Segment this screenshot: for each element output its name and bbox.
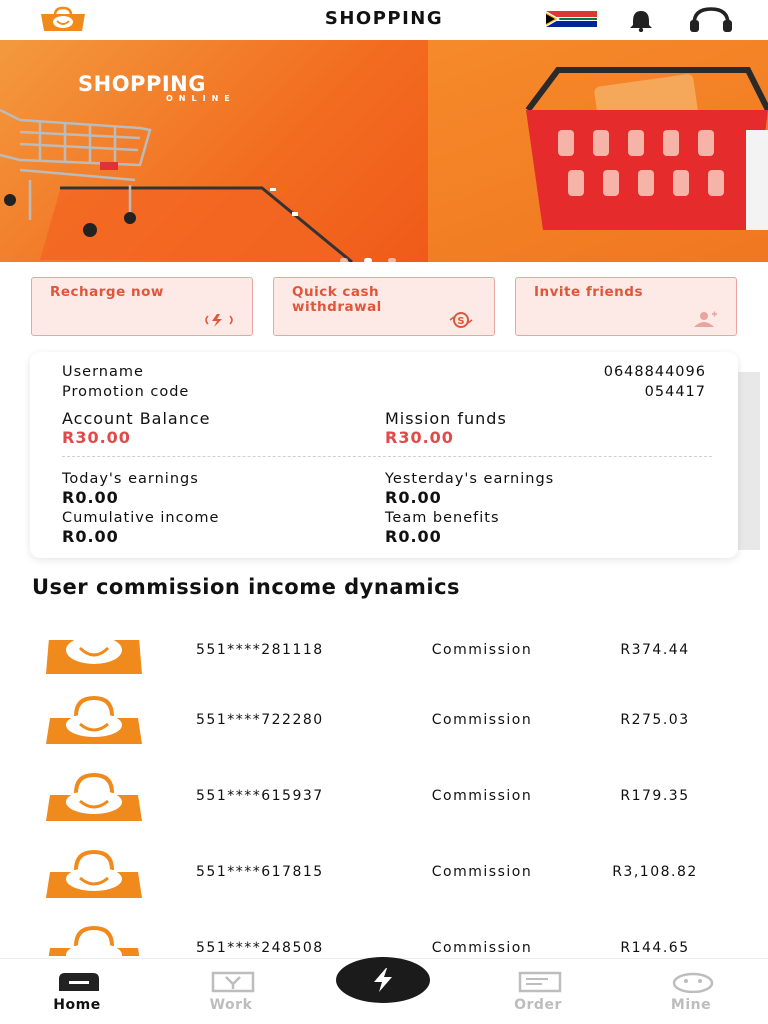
yesterday-earnings-value: R0.00 [385, 488, 442, 507]
commission-type: Commission [431, 788, 533, 804]
recharge-icon [202, 311, 236, 329]
cumulative-income-value: R0.00 [62, 527, 119, 546]
promo-banner-carousel[interactable] [0, 40, 768, 262]
top-header [0, 0, 768, 40]
shopping-bag-icon [46, 924, 142, 956]
home-icon [57, 971, 101, 993]
mine-profile-icon [671, 971, 715, 993]
account-balance-value: R30.00 [62, 428, 131, 447]
commission-type: Commission [431, 864, 533, 880]
svg-text:S: S [457, 316, 465, 327]
section-title: User commission income dynamics [32, 575, 461, 599]
today-earnings-label: Today's earnings [62, 471, 199, 487]
promotion-code-value: 054417 [644, 384, 706, 400]
bottom-navigation [0, 958, 768, 1024]
carousel-dot[interactable] [388, 258, 396, 262]
lightning-bolt-icon [368, 966, 398, 994]
nav-order-label: Order [514, 997, 562, 1013]
nav-home[interactable] [22, 959, 132, 1024]
shopping-bag-icon [46, 694, 142, 766]
list-item [0, 694, 768, 770]
center-action-button[interactable] [336, 957, 430, 1003]
team-benefits-value: R0.00 [385, 527, 442, 546]
account-summary-card [30, 352, 738, 558]
quick-cash-withdrawal-label: Quick cash withdrawal [292, 284, 382, 315]
commission-amount: R374.44 [620, 642, 690, 658]
promotion-code-label: Promotion code [62, 384, 190, 400]
commission-user-id: 551****281118 [196, 642, 324, 658]
card-edge-shadow [738, 372, 760, 550]
commission-amount: R179.35 [620, 788, 690, 804]
banner-title: SHOPPING [78, 72, 206, 96]
list-item [0, 640, 768, 678]
account-balance-label: Account Balance [62, 409, 211, 428]
nav-work[interactable] [176, 959, 286, 1024]
mission-funds-label: Mission funds [385, 409, 507, 428]
shopping-bag-icon [46, 848, 142, 920]
yesterday-earnings-label: Yesterday's earnings [385, 471, 555, 487]
list-item [0, 771, 768, 847]
commission-user-id: 551****248508 [196, 940, 324, 956]
today-earnings-value: R0.00 [62, 488, 119, 507]
commission-list[interactable] [0, 640, 768, 956]
commission-amount: R144.65 [620, 940, 690, 956]
cumulative-income-label: Cumulative income [62, 510, 220, 526]
commission-amount: R3,108.82 [612, 864, 698, 880]
nav-work-label: Work [209, 997, 253, 1013]
recharge-now-label: Recharge now [50, 284, 164, 300]
mission-funds-value: R30.00 [385, 428, 454, 447]
nav-order[interactable] [483, 959, 593, 1024]
shopping-cart-illustration-icon [0, 40, 428, 262]
cash-withdrawal-icon [444, 311, 478, 329]
carousel-dot-active[interactable] [364, 258, 372, 262]
quick-actions [0, 277, 768, 337]
south-africa-flag-icon[interactable] [546, 11, 597, 27]
nav-mine-label: Mine [670, 997, 712, 1013]
banner-slide-left [0, 40, 428, 262]
shopping-bag-icon [46, 640, 142, 674]
nav-home-label: Home [53, 997, 101, 1013]
username-label: Username [62, 364, 144, 380]
shopping-basket-illustration-icon [428, 40, 768, 262]
commission-amount: R275.03 [620, 712, 690, 728]
invite-friends-label: Invite friends [534, 284, 643, 300]
shopping-bag-icon [46, 771, 142, 843]
commission-type: Commission [431, 940, 533, 956]
username-value: 0648844096 [603, 364, 706, 380]
banner-slide-right [428, 40, 768, 262]
app-title: SHOPPING [324, 8, 444, 29]
banner-subtitle: ONLINE [166, 94, 236, 103]
commission-type: Commission [431, 642, 533, 658]
commission-user-id: 551****615937 [196, 788, 324, 804]
invite-friends-button[interactable] [515, 277, 737, 336]
nav-mine[interactable] [636, 959, 746, 1024]
recharge-now-button[interactable] [31, 277, 253, 336]
card-divider [62, 456, 712, 457]
team-benefits-label: Team benefits [385, 510, 500, 526]
commission-user-id: 551****722280 [196, 712, 324, 728]
list-item [0, 848, 768, 924]
work-icon [211, 971, 255, 993]
quick-cash-withdrawal-button[interactable] [273, 277, 495, 336]
order-icon [518, 971, 562, 993]
carousel-dot[interactable] [340, 258, 348, 262]
commission-type: Commission [431, 712, 533, 728]
notification-bell-icon[interactable] [624, 8, 658, 32]
carousel-indicator [340, 248, 430, 256]
customer-service-headset-icon[interactable] [688, 6, 734, 34]
invite-friends-icon [686, 311, 720, 329]
list-item [0, 924, 768, 956]
commission-user-id: 551****617815 [196, 864, 324, 880]
